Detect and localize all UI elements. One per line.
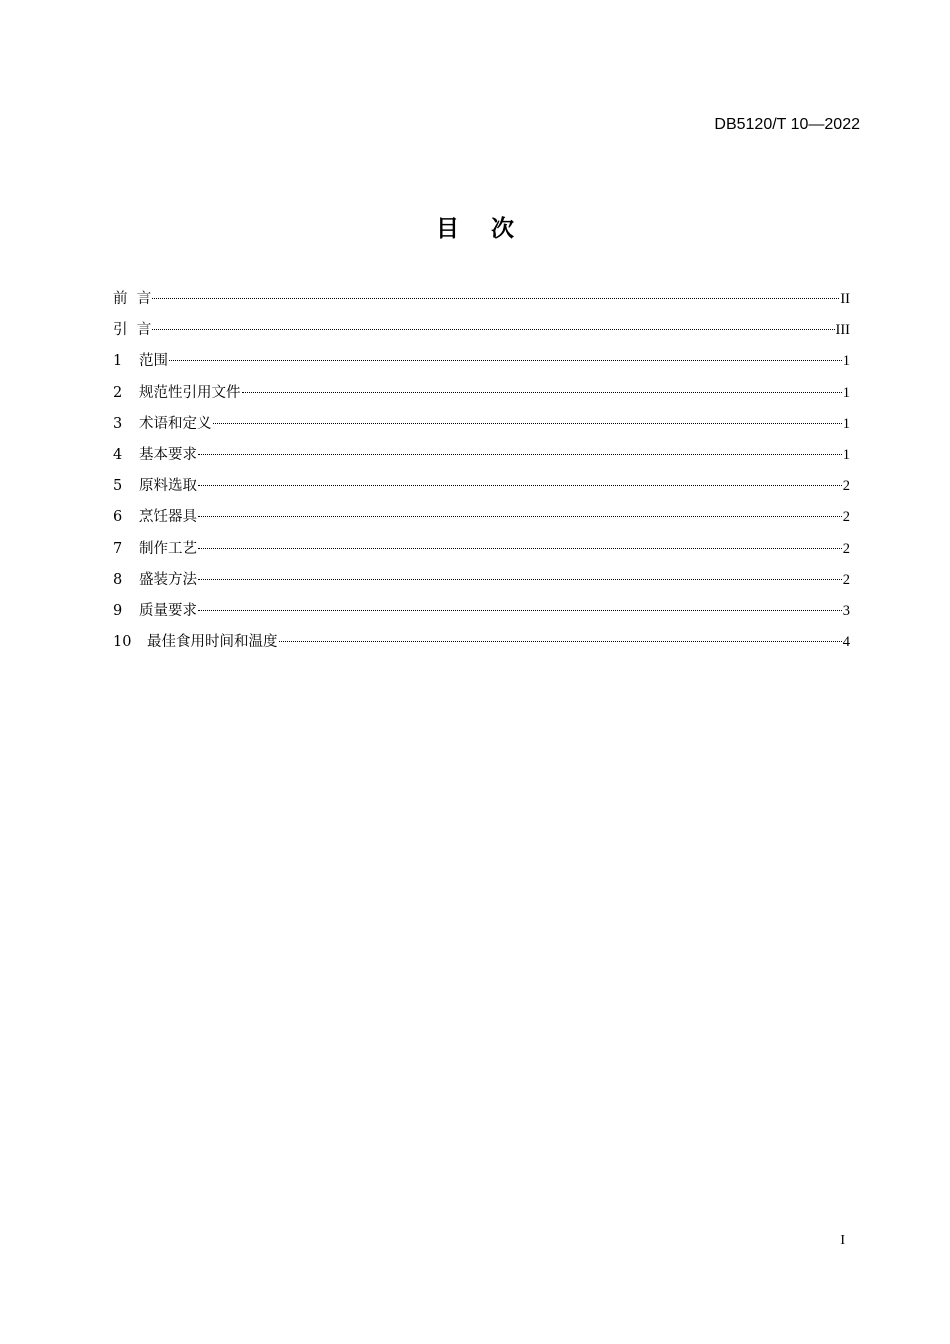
toc-entry-number: 1	[113, 353, 123, 370]
toc-entry-page: 2	[842, 478, 850, 495]
toc-entry-page: 4	[842, 634, 850, 651]
toc-leader-dots	[198, 548, 842, 549]
toc-entry-page: 3	[842, 602, 850, 619]
toc-entry-quality-requirements[interactable]	[113, 599, 850, 630]
toc-entry-number: 6	[113, 509, 123, 526]
toc-entry-scope[interactable]	[113, 349, 850, 380]
toc-leader-dots	[198, 610, 842, 611]
toc-entry-number: 3	[113, 415, 123, 432]
toc-leader-dots	[152, 329, 834, 330]
toc-entry-label: 规范性引用文件	[139, 384, 241, 401]
toc-entry-page: 2	[842, 540, 850, 557]
toc-leader-dots	[198, 485, 842, 486]
toc-entry-page: 1	[842, 353, 850, 370]
toc-entry-serving-time-temperature[interactable]	[113, 630, 850, 661]
toc-entry-number: 2	[113, 384, 123, 401]
toc-entry-normative-references[interactable]	[113, 381, 850, 412]
toc-leader-dots	[169, 360, 842, 361]
toc-leader-dots	[198, 516, 842, 517]
toc-entry-label: 引 言	[113, 322, 152, 339]
toc-entry-production-process[interactable]	[113, 537, 850, 568]
toc-entry-number: 8	[113, 571, 123, 588]
toc-entry-label: 质量要求	[139, 602, 197, 619]
toc-leader-dots	[198, 454, 842, 455]
toc-entry-plating-method[interactable]	[113, 568, 850, 599]
toc-entry-page: 2	[842, 571, 850, 588]
document-code: DB5120/T 10—2022	[714, 116, 860, 133]
toc-entry-page: 1	[842, 384, 850, 401]
toc-entry-number: 5	[113, 478, 123, 495]
page-number: I	[840, 1233, 845, 1248]
toc-leader-dots	[152, 298, 839, 299]
toc-entry-raw-materials[interactable]	[113, 474, 850, 505]
toc-entry-label: 制作工艺	[139, 540, 197, 557]
toc-leader-dots	[213, 423, 842, 424]
toc-entry-number: 7	[113, 540, 123, 557]
toc-entry-terms-definitions[interactable]	[113, 412, 850, 443]
toc-entry-introduction[interactable]	[113, 318, 850, 349]
toc-entry-page: 1	[842, 415, 850, 432]
toc-entry-label: 范围	[139, 353, 168, 370]
toc-entry-basic-requirements[interactable]	[113, 443, 850, 474]
toc-entry-foreword[interactable]	[113, 287, 850, 318]
toc-title: 目 次	[435, 216, 515, 242]
toc-entry-number: 4	[113, 446, 123, 463]
toc-entry-label: 烹饪器具	[139, 509, 197, 526]
toc-leader-dots	[279, 641, 842, 642]
toc-entry-label: 基本要求	[139, 446, 197, 463]
toc-entry-label: 最佳食用时间和温度	[147, 634, 278, 651]
toc-entry-page: 2	[842, 509, 850, 526]
toc-entry-cooking-utensils[interactable]	[113, 505, 850, 536]
toc-entry-number: 10	[113, 634, 132, 651]
toc-leader-dots	[242, 392, 842, 393]
toc-entry-page: III	[835, 322, 850, 339]
toc-entry-label: 术语和定义	[139, 415, 212, 432]
toc-entry-label: 原料选取	[139, 478, 197, 495]
toc-entry-label: 前 言	[113, 291, 152, 307]
toc-entry-label: 盛装方法	[139, 571, 197, 588]
toc-entry-page: 1	[842, 446, 850, 463]
table-of-contents	[113, 287, 850, 661]
toc-leader-dots	[198, 579, 842, 580]
toc-entry-number: 9	[113, 602, 123, 619]
toc-entry-page: II	[840, 291, 850, 307]
